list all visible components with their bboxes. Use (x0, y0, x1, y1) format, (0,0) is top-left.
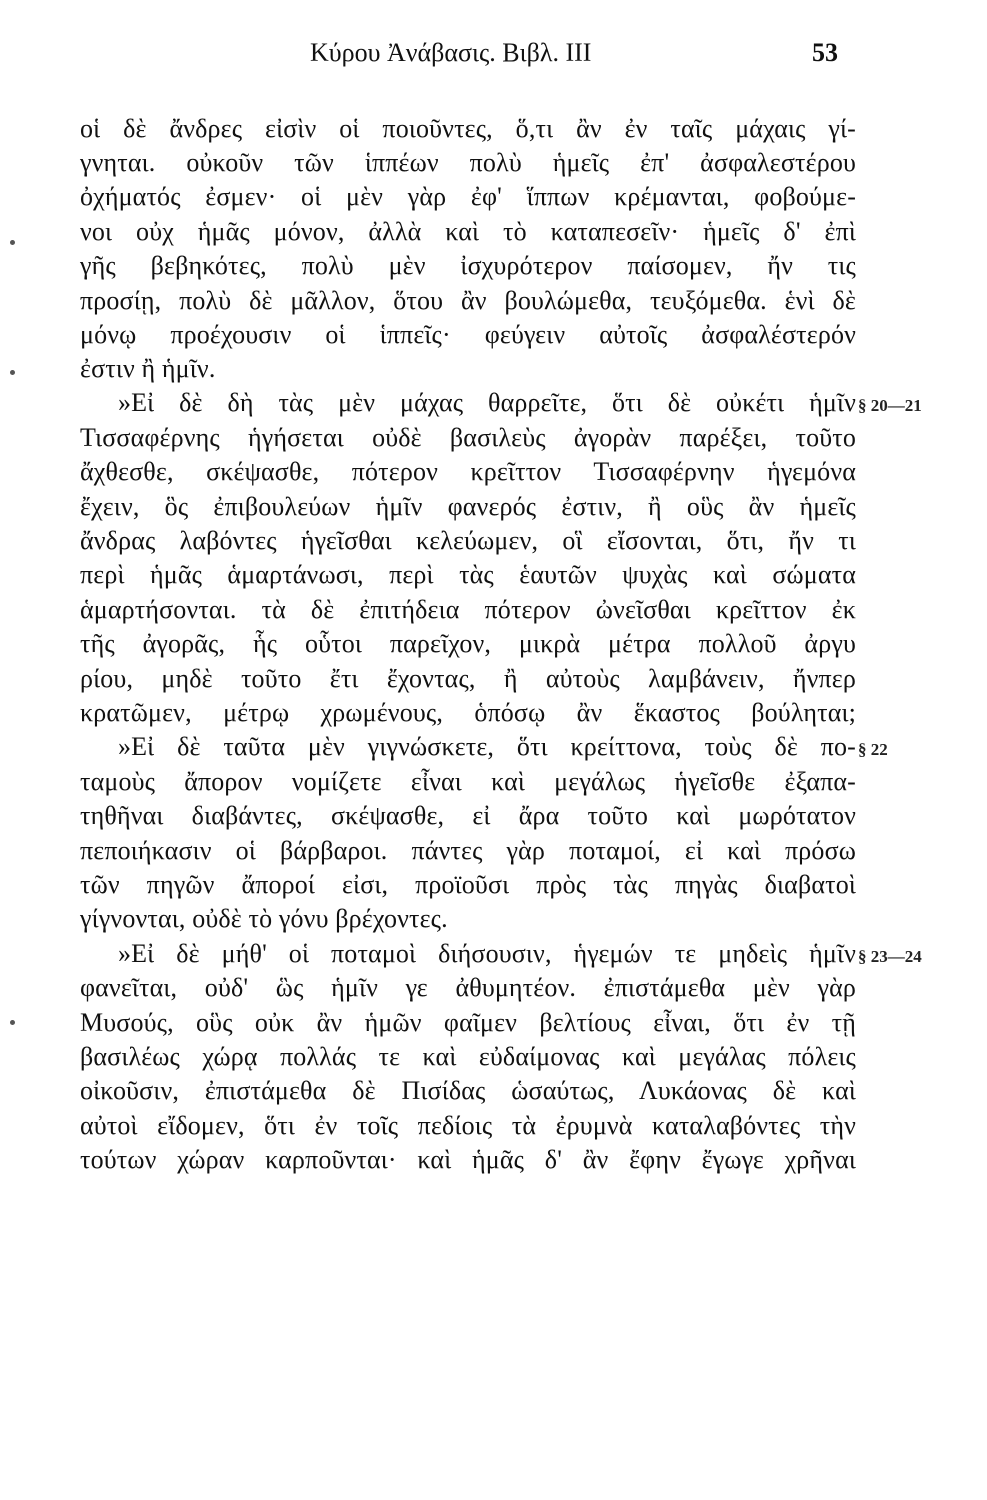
text-line: οἰκοῦσιν, ἐπιστάμεθα δὲ Πισίδας ὡσαύτως, Λυκάονας δὲ καὶ (80, 1076, 856, 1105)
text-line: κρατῶμεν, μέτρῳ χρωμένους, ὁπόσῳ ἂν ἕκαστος βούληται; (80, 698, 856, 727)
paragraph-start-line: »Εἰ δὲ δὴ τὰς μὲν μάχας θαρρεῖτε, ὅτι δὲ οὐκέτι ἡμῖν (118, 388, 856, 417)
text-line: φανεῖται, οὐδ' ὣς ἡμῖν γε ἀθυμητέον. ἐπιστάμεθα μὲν γὰρ (80, 973, 856, 1002)
scan-speck (10, 1020, 15, 1025)
text-line: οἱ δὲ ἄνδρες εἰσὶν οἱ ποιοῦντες, ὅ,τι ἂν ἐν ταῖς μάχαις γί- (80, 114, 856, 143)
text-line: μόνῳ προέχουσιν οἱ ἱππεῖς· φεύγειν αὐτοῖς ἀσφαλέστερόν (80, 320, 856, 349)
running-title: Κύρου Ἀνάβασις. Βιβλ. ΙΙΙ (310, 38, 592, 67)
text-line: ἔχειν, ὃς ἐπιβουλεύων ἡμῖν φανερός ἐστιν, ἢ οὓς ἂν ἡμεῖς (80, 492, 856, 521)
text-line: ἁμαρτήσονται. τὰ δὲ ἐπιτήδεια πότερον ὠνεῖσθαι κρεῖττον ἐκ (80, 595, 856, 624)
text-line: τούτων χώραν καρποῦνται· καὶ ἡμᾶς δ' ἂν ἔφην ἔγωγε χρῆναι (80, 1145, 856, 1174)
text-line: τῆς ἀγορᾶς, ἧς οὗτοι παρεῖχον, μικρὰ μέτρα πολλοῦ ἀργυ (80, 629, 856, 658)
text-line: αὐτοὶ εἴδομεν, ὅτι ἐν τοῖς πεδίοις τὰ ἐρυμνὰ καταλαβόντες τὴν (80, 1111, 856, 1140)
text-line: Μυσούς, οὓς οὐκ ἂν ἡμῶν φαῖμεν βελτίους εἶναι, ὅτι ἐν τῇ (80, 1008, 856, 1037)
text-line: γίγνονται, οὐδὲ τὸ γόνυ βρέχοντες. (80, 904, 448, 933)
paragraph-start-line: »Εἰ δὲ μήθ' οἱ ποταμοὶ διήσουσιν, ἡγεμών τε μηδεὶς ἡμῖν (118, 939, 856, 968)
text-line: τῶν πηγῶν ἄποροί εἰσι, προϊοῦσι πρὸς τὰς πηγὰς διαβατοὶ (80, 870, 856, 899)
section-marker: § 23—24 (858, 947, 922, 966)
text-line: νοι οὐχ ἡμᾶς μόνον, ἀλλὰ καὶ τὸ καταπεσεῖν· ἡμεῖς δ' ἐπὶ (80, 217, 856, 246)
text-line: ταμοὺς ἄπορον νομίζετε εἶναι καὶ μεγάλως ἡγεῖσθε ἐξαπα- (80, 767, 856, 796)
scan-speck (10, 240, 15, 245)
text-line: προσίῃ, πολὺ δὲ μᾶλλον, ὅτου ἂν βουλώμεθα, τευξόμεθα. ἑνὶ δὲ (80, 286, 856, 315)
text-line: ἄνδρας λαβόντες ἡγεῖσθαι κελεύωμεν, οἳ εἴσονται, ὅτι, ἤν τι (80, 526, 856, 555)
text-line: τηθῆναι διαβάντες, σκέψασθε, εἰ ἄρα τοῦτο καὶ μωρότατον (80, 801, 856, 830)
text-line: γῆς βεβηκότες, πολὺ μὲν ἰσχυρότερον παίσομεν, ἤν τις (80, 251, 856, 280)
text-line: γνηται. οὐκοῦν τῶν ἱππέων πολὺ ἡμεῖς ἐπ' ἀσφαλεστέρου (80, 148, 856, 177)
page-header (0, 38, 987, 78)
text-line: βασιλέως χώρᾳ πολλάς τε καὶ εὐδαίμονας καὶ μεγάλας πόλεις (80, 1042, 856, 1071)
text-line: Τισσαφέρνης ἡγήσεται οὐδὲ βασιλεὺς ἀγορὰν παρέξει, τοῦτο (80, 423, 856, 452)
page-number: 53 (812, 38, 838, 67)
text-line: περὶ ἡμᾶς ἁμαρτάνωσι, περὶ τὰς ἑαυτῶν ψυχὰς καὶ σώματα (80, 560, 856, 589)
text-line: ὀχήματός ἐσμεν· οἱ μὲν γὰρ ἐφ' ἵππων κρέμανται, φοβούμε- (80, 182, 856, 211)
paragraph-start-line: »Εἰ δὲ ταῦτα μὲν γιγνώσκετε, ὅτι κρείττονα, τοὺς δὲ πο- (118, 732, 856, 761)
section-marker: § 20—21 (858, 396, 922, 415)
text-line: ἄχθεσθε, σκέψασθε, πότερον κρεῖττον Τισσαφέρνην ἡγεμόνα (80, 457, 856, 486)
scan-speck (10, 370, 15, 375)
section-marker: § 22 (858, 740, 888, 759)
text-line: πεποιήκασιν οἱ βάρβαροι. πάντες γὰρ ποταμοί, εἰ καὶ πρόσω (80, 836, 856, 865)
text-line: ἐστιν ἢ ἡμῖν. (80, 354, 216, 383)
text-line: ρίου, μηδὲ τοῦτο ἔτι ἔχοντας, ἢ αὐτοὺς λαμβάνειν, ἤνπερ (80, 664, 856, 693)
